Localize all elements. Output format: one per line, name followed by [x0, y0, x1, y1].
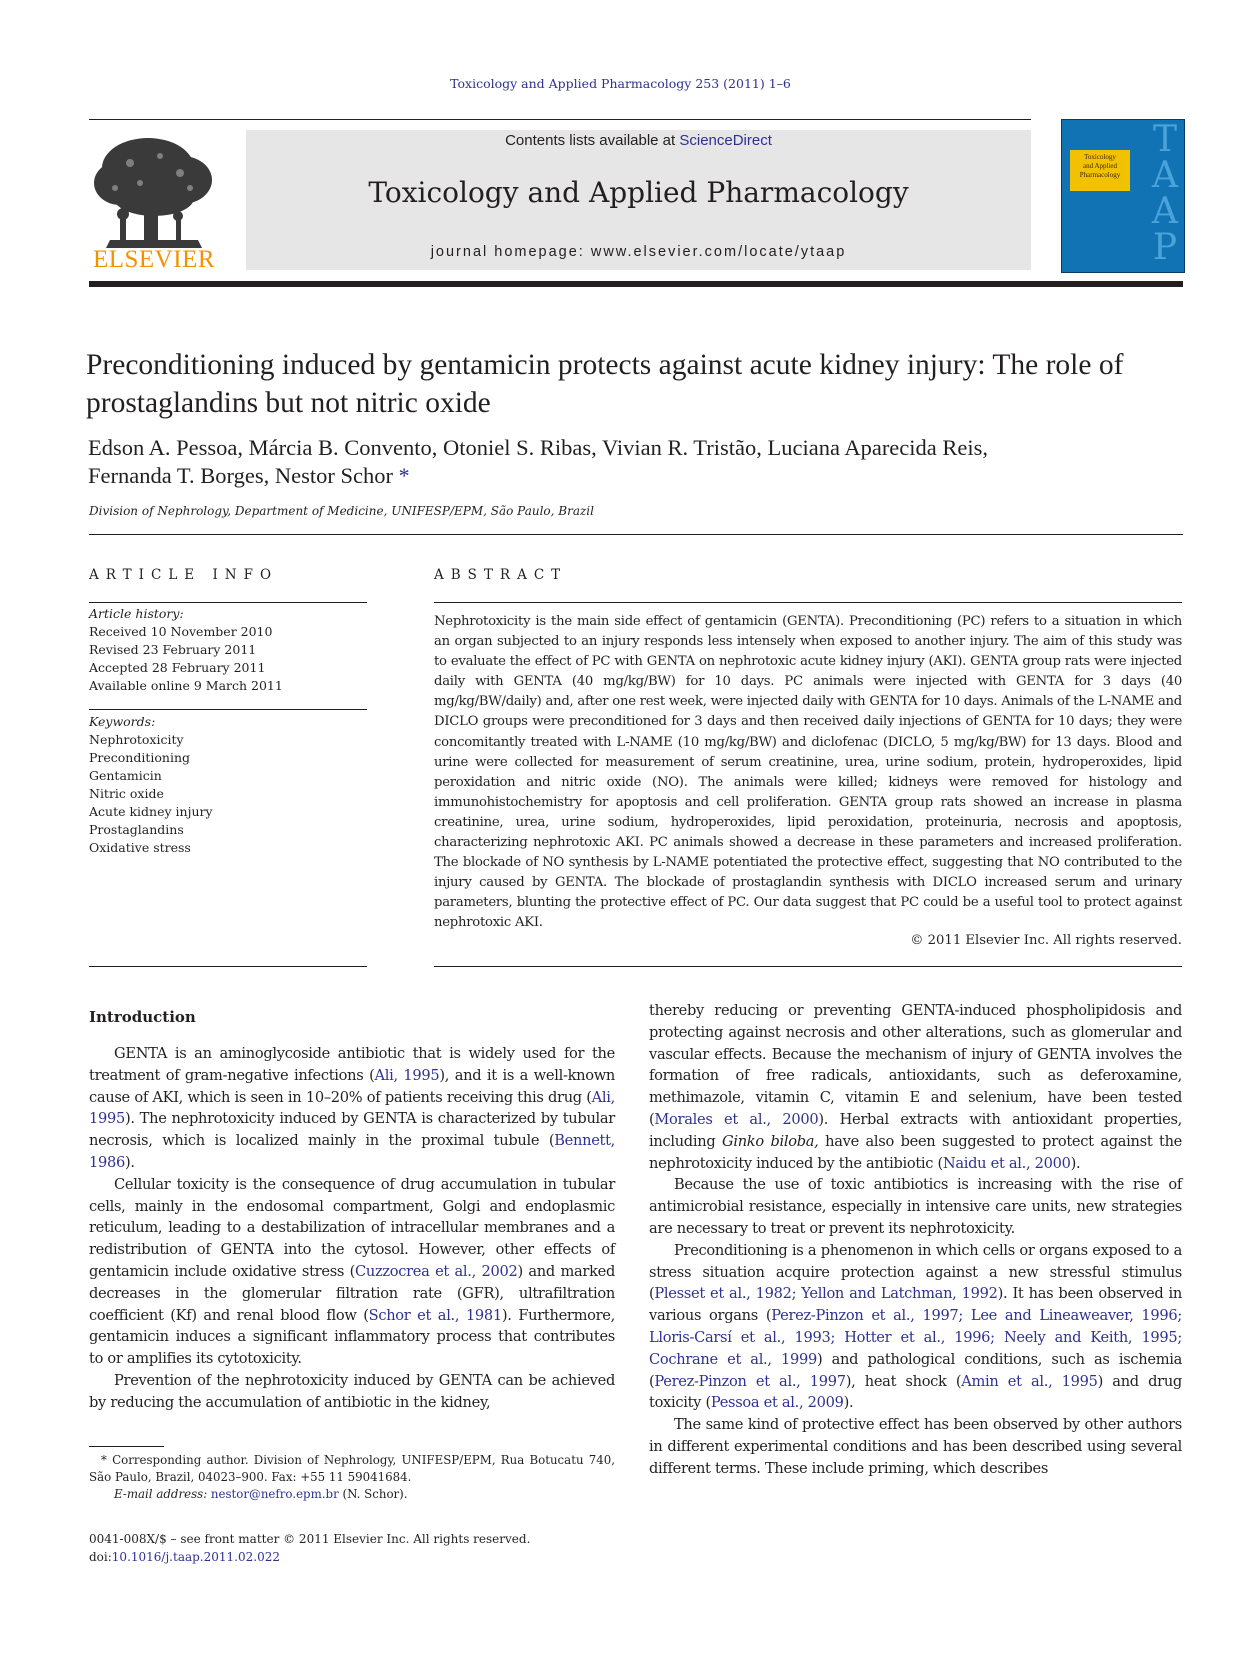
email-link[interactable]: nestor@nefro.epm.br [210, 1487, 339, 1501]
citation-link[interactable]: Ali, 1995 [374, 1066, 440, 1084]
doi-label: doi: [89, 1550, 112, 1564]
contents-prefix: Contents lists available at [505, 132, 680, 149]
footnote-text [89, 1452, 615, 1486]
text-run: ). The nephrotoxicity induced by GENTA is characterized by tubular necrosis, which is localized mainly in the proximal tubule ( [89, 1110, 615, 1150]
footnote-body: Corresponding author. Division of Nephrology, UNIFESP/EPM, Rua Botucatu 740, São Paulo, Brazil, 04023–900. Fax: +55 11 59041684. [89, 1453, 615, 1484]
article-info-heading: ARTICLE INFO [89, 567, 279, 583]
journal-cover[interactable] [1061, 119, 1185, 273]
journal-homepage-link[interactable]: journal homepage: www.elsevier.com/locate/ytaap [430, 244, 847, 260]
title-divider [89, 534, 1183, 535]
citation-link[interactable]: Perez-Pinzon et al., 1997 [654, 1372, 846, 1390]
abstract-heading: ABSTRACT [434, 567, 568, 583]
email-label: E-mail address: [114, 1487, 211, 1501]
history-online: Available online 9 March 2011 [89, 678, 283, 693]
article-info-rule-bottom [89, 966, 367, 967]
corresponding-author-footnote [89, 1452, 615, 1503]
authors-line-1: Edson A. Pessoa, Márcia B. Convento, Otoniel S. Ribas, Vivian R. Tristão, Luciana Aparecida Reis, [88, 435, 989, 460]
body-column-right [649, 1000, 1182, 1480]
cover-line: Toxicology [1084, 153, 1116, 161]
paragraph: Because the use of toxic antibiotics is increasing with the rise of antimicrobial resistance, especially in intensive care units, new strategies are necessary to treat or prevent its nephrotoxicity. [649, 1176, 1182, 1237]
authors-line-2 [88, 462, 1188, 490]
text-run: Cellular toxicity is the consequence of drug accumulation in tubular cells, mainly in the endosomal compartment, Golgi and endoplasmic reticulum, leading to a destabilization of intracellular membranes and a redistribution of GENTA into the cytosol. However, other effects of gentamicin include oxidative stress ( [89, 1175, 615, 1280]
article-info-rule-mid [89, 709, 367, 710]
citation-link[interactable]: Plesset et al., 1982; Yellon and Latchman, 1992 [654, 1285, 998, 1303]
keyword: Nitric oxide [89, 786, 164, 801]
keyword: Gentamicin [89, 768, 162, 783]
citation-link[interactable]: Amin et al., 1995 [961, 1372, 1098, 1390]
sciencedirect-link[interactable]: ScienceDirect [679, 132, 772, 149]
text-run: GENTA is an aminoglycoside antibiotic that is widely used for the treatment of gram-negative infections ( [89, 1045, 615, 1084]
citation-link[interactable]: Schor et al., 1981 [368, 1306, 502, 1324]
front-matter-meta [89, 1530, 530, 1566]
paragraph: The same kind of protective effect has been observed by other authors in different experimental conditions and has been described using several different terms. These include priming, which describes [649, 1416, 1182, 1477]
paragraph: Prevention of the nephrotoxicity induced by GENTA can be achieved by reducing the accumulation of antibiotic in the kidney, [89, 1371, 615, 1411]
article-title: Preconditioning induced by gentamicin protects against acute kidney injury: The role of prostaglandins but not nitric oxide [86, 349, 1124, 419]
keyword: Prostaglandins [89, 822, 184, 837]
footnote-email-line [89, 1486, 615, 1503]
doi-line [89, 1548, 530, 1566]
history-label: Article history: [89, 606, 184, 621]
corresponding-author-mark[interactable]: * [398, 463, 410, 488]
citation-link[interactable]: Ali, 1995 [89, 1088, 615, 1128]
keyword: Nephrotoxicity [89, 732, 184, 747]
text-run: ), heat shock ( [845, 1372, 962, 1390]
issn-line: 0041-008X/$ – see front matter © 2011 Elsevier Inc. All rights reserved. [89, 1532, 531, 1546]
paragraph [89, 1043, 615, 1174]
history-received: Received 10 November 2010 [89, 624, 273, 639]
footnote-rule [89, 1446, 164, 1447]
article-info-rule-top [89, 602, 367, 603]
history-revised: Revised 23 February 2011 [89, 642, 257, 657]
citation-link[interactable]: Bennett, 1986 [89, 1132, 615, 1171]
text-run: Preconditioning is a phenomenon in which cells or organs exposed to a stress situation acquire protection against a new stressful stimulus ( [649, 1241, 1182, 1303]
cover-line: and Applied [1082, 162, 1118, 170]
affiliation: Division of Nephrology, Department of Medicine, UNIFESP/EPM, São Paulo, Brazil [89, 504, 594, 518]
text-run: ). Furthermore, gentamicin induces a significant inflammatory process that contributes to or amplifies its cytotoxicity. [89, 1306, 615, 1368]
abstract-text: Nephrotoxicity is the main side effect of gentamicin (GENTA). Preconditioning (PC) refers to a situation in which an organ subjected to an injury responds less intensely when exposed to another injury. The aim of this study was to evaluate the effect of PC with GENTA on nephrotoxic acute kidney injury (AKI). GENTA group rats were injected daily with GENTA (40 mg/kg/BW) for 10 days. PC animals were injected with GENTA for 3 days (40 mg/kg/BW/daily) and, after one rest week, were injected daily with GENTA for 10 days. Animals of the L-NAME and DICLO groups were preconditioned for 3 days and then received daily injections of GENTA for 10 days; they were concomitantly treated with L-NAME (10 mg/kg/BW) and diclofenac (DICLO, 5 mg/kg/BW) for 13 days. Blood and urine were collected for measurement of serum creatinine, urea, urine sodium, protein, hydroperoxides, lipid peroxidation and nitric oxide (NO). The animals were killed; kidneys were removed for histology and immunohistochemistry for apoptosis and cell proliferation. GENTA group rats showed an increase in plasma creatinine, urea, urine sodium, hydroperoxides, lipid peroxidation, proteinuria, necrosis and apoptosis, characterizing nephrotoxic AKI. PC animals showed a decrease in these parameters and increased proliferation. The blockade of NO synthesis by L-NAME potentiated the protective effect, suggesting that NO contributed to the injury caused by GENTA. The blockade of prostaglandin synthesis with DICLO increased serum and urinary parameters, blunting the protective effect of PC. Our data suggest that PC could be a useful tool to protect against nephrotoxic AKI. [434, 614, 1182, 931]
masthead-bottom-rule [89, 281, 1183, 287]
cover-letters: TAAP [1152, 119, 1178, 268]
author-list [88, 434, 1188, 490]
text-run: ). [843, 1394, 854, 1412]
article-history [89, 605, 367, 695]
text-run: ). It has been observed in various organs ( [649, 1285, 1182, 1325]
elsevier-logo[interactable] [90, 128, 218, 274]
text-run: ). Herbal extracts with antioxidant properties, including [649, 1110, 1182, 1150]
citation-link[interactable]: Naidu et al., 2000 [942, 1154, 1071, 1172]
paragraph [649, 1240, 1182, 1414]
italic-term: Ginko biloba, [721, 1132, 819, 1150]
text-run: thereby reducing or preventing GENTA-induced phospholipidosis and protecting against necrosis and other alterations, such as glomerular and vascular effects. Because the mechanism of injury of GENTA involves the formation of free radicals, antioxidants, such as deferoxamine, methimazole, vitamin C, vitamin E and selenium, have been tested ( [649, 1002, 1182, 1128]
doi-link[interactable]: 10.1016/j.taap.2011.02.022 [111, 1550, 280, 1564]
abstract-rule-bottom [434, 966, 1182, 967]
running-citation[interactable]: Toxicology and Applied Pharmacology 253 (2011) 1–6 [450, 76, 791, 91]
keyword: Acute kidney injury [89, 804, 213, 819]
paragraph [89, 1174, 615, 1370]
citation-link[interactable]: Morales et al., 2000 [654, 1110, 819, 1128]
abstract-copyright: © 2011 Elsevier Inc. All rights reserved. [910, 933, 1182, 948]
text-run: ). [124, 1153, 135, 1171]
keywords [89, 713, 367, 857]
cover-label [1070, 150, 1130, 191]
authors-line-2-text: Fernanda T. Borges, Nestor Schor [88, 463, 399, 488]
keyword: Oxidative stress [89, 840, 191, 855]
body-column-left [89, 1043, 615, 1414]
text-run: ) and drug toxicity ( [649, 1372, 1182, 1412]
contents-line [246, 132, 1031, 149]
abstract-rule-top [434, 602, 1182, 603]
text-run: ). [1070, 1154, 1081, 1172]
history-accepted: Accepted 28 February 2011 [89, 660, 266, 675]
text-run: ), and it is a well-known cause of AKI, which is seen in 10–20% of patients receiving this drug ( [89, 1066, 615, 1106]
keywords-label: Keywords: [89, 714, 156, 729]
text-run: have also been suggested to protect against the nephrotoxicity induced by the antibiotic ( [649, 1132, 1183, 1172]
text-run: ) and marked decreases in the glomerular filtration rate (GFR), ultrafiltration coefficient (Kf) and renal blood flow ( [89, 1262, 615, 1324]
paragraph [649, 1000, 1182, 1174]
cover-line: Pharmacology [1079, 171, 1121, 179]
section-heading-introduction: Introduction [89, 1008, 196, 1026]
elsevier-wordmark: ELSEVIER [92, 246, 216, 273]
masthead-top-rule [89, 119, 1031, 120]
citation-link[interactable]: Cuzzocrea et al., 2002 [355, 1262, 518, 1280]
email-suffix: (N. Schor). [338, 1487, 408, 1501]
text-run: ) and pathological conditions, such as ischemia ( [649, 1350, 1182, 1390]
citation-link[interactable]: Pessoa et al., 2009 [710, 1394, 844, 1412]
citation-link[interactable]: Perez-Pinzon et al., 1997; Lee and Lineaweaver, 1996; Lloris-Carsí et al., 1993; Hotter et al., 1996; Neely and Keith, 1995; Cochrane et al., 1999 [649, 1307, 1182, 1368]
journal-banner [246, 130, 1031, 270]
footnote-mark: * [101, 1453, 107, 1467]
journal-title: Toxicology and Applied Pharmacology [368, 176, 909, 209]
keyword: Preconditioning [89, 750, 191, 765]
